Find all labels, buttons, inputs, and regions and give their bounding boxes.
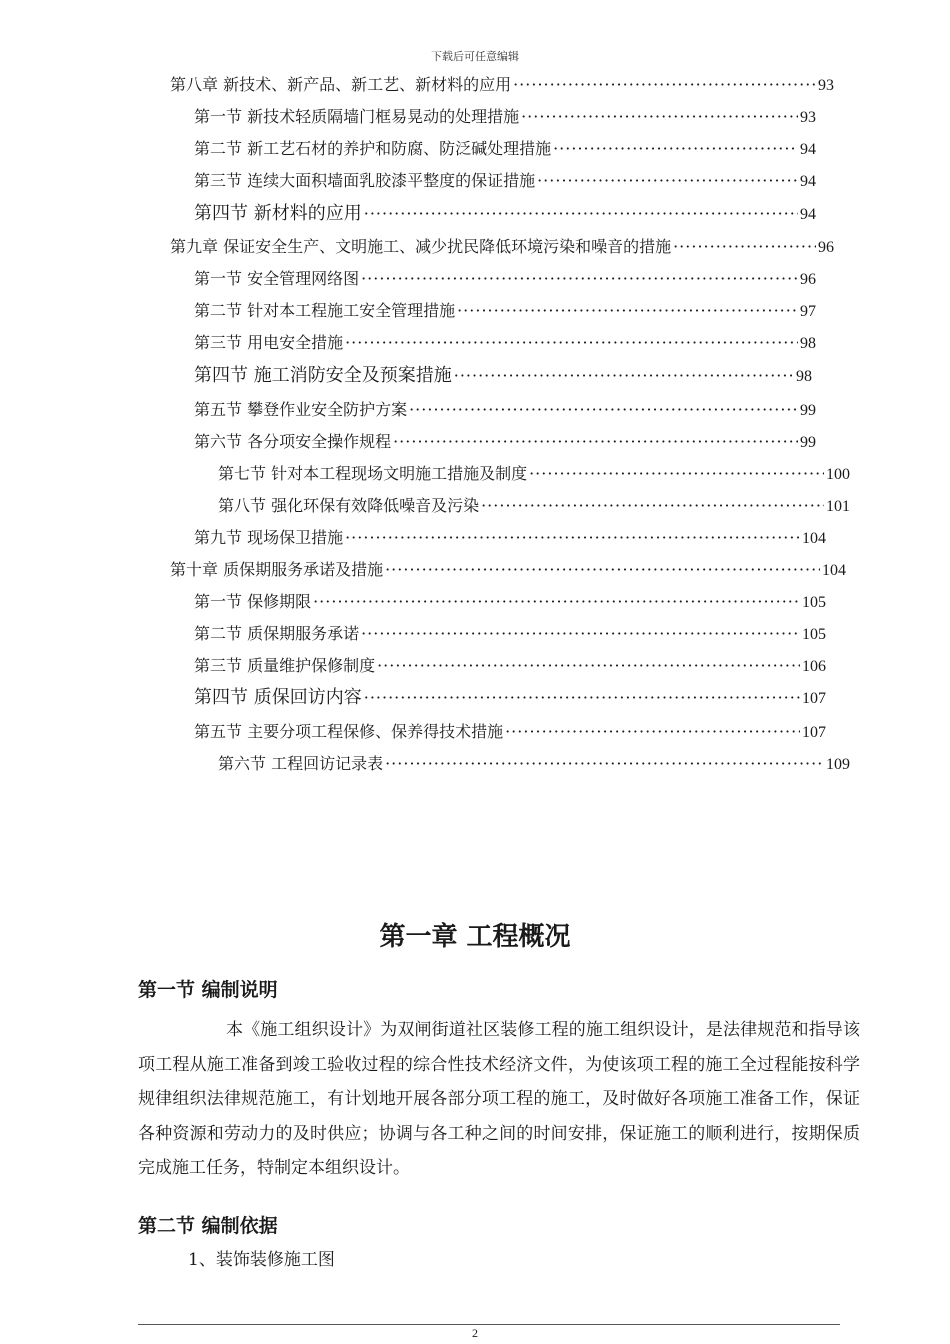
toc-leader: [457, 301, 798, 321]
toc-label: 第八章 新技术、新产品、新工艺、新材料的应用: [170, 75, 512, 94]
toc-leader: [537, 171, 798, 191]
toc-leader: [505, 722, 800, 742]
toc-label: 第九章 保证安全生产、文明施工、减少扰民降低环境污染和噪音的措施: [170, 237, 672, 256]
toc-entry[interactable]: [194, 624, 826, 645]
toc-entry[interactable]: [194, 432, 816, 453]
toc-entry[interactable]: [194, 204, 816, 225]
toc-label: 第五节 攀登作业安全防护方案: [194, 400, 408, 419]
toc-leader: [409, 400, 798, 420]
toc-entry[interactable]: [194, 688, 826, 709]
toc-entry[interactable]: [194, 301, 816, 322]
section-heading: 第一节 编制说明: [138, 979, 278, 1001]
toc-page: 106: [802, 658, 826, 675]
toc-label: 第四节 质保回访内容: [194, 687, 362, 708]
toc-label: 第四节 新材料的应用: [194, 203, 362, 224]
toc-label: 第五节 主要分项工程保修、保养得技术措施: [194, 722, 504, 741]
toc-page: 98: [796, 368, 812, 385]
toc-page: 107: [802, 724, 826, 741]
section-heading: 第二节 编制依据: [138, 1215, 278, 1237]
toc-page: 105: [802, 626, 826, 643]
footer-divider: [138, 1324, 840, 1325]
toc-page: 99: [800, 434, 816, 451]
toc-leader: [345, 333, 798, 353]
toc-entry[interactable]: [218, 754, 850, 775]
list-item: 1、装饰装修施工图: [188, 1250, 335, 1270]
toc-page: 93: [800, 109, 816, 126]
toc-entry[interactable]: [194, 333, 816, 354]
toc-label: 第四节 施工消防安全及预案措施: [194, 365, 452, 386]
chapter-title: 第一章 工程概况: [379, 922, 571, 952]
toc-entry[interactable]: [218, 496, 850, 517]
toc-entry[interactable]: [194, 107, 816, 128]
toc-entry[interactable]: [194, 139, 816, 160]
toc-page: 100: [826, 466, 850, 483]
toc-leader: [385, 560, 820, 580]
toc-page: 98: [800, 335, 816, 352]
toc-leader: [521, 107, 798, 127]
toc-page: 94: [800, 206, 816, 223]
toc-label: 第一节 新技术轻质隔墙门框易晃动的处理措施: [194, 107, 520, 126]
toc-leader: [673, 237, 816, 257]
toc-label: 第二节 针对本工程施工安全管理措施: [194, 301, 456, 320]
toc-label: 第一节 安全管理网络图: [194, 269, 360, 288]
toc-leader: [345, 528, 800, 548]
toc-page: 97: [800, 303, 816, 320]
toc-label: 第二节 质保期服务承诺: [194, 624, 360, 643]
toc-entry[interactable]: [194, 400, 816, 421]
toc-entry[interactable]: [194, 366, 812, 387]
toc-label: 第三节 质量维护保修制度: [194, 656, 376, 675]
toc-leader: [364, 688, 800, 708]
toc-page: 94: [800, 173, 816, 190]
toc-leader: [393, 432, 798, 452]
toc-leader: [361, 269, 798, 289]
toc-leader: [377, 656, 800, 676]
toc-label: 第六节 各分项安全操作规程: [194, 432, 392, 451]
section-body-paragraph: 本《施工组织设计》为双闸街道社区装修工程的施工组织设计，是法律规范和指导该项工程从施工准备到竣工验收过程的综合性技术经济文件，为使该项工程的施工全过程能按科学规律组织法律规范施工，有计划地开展各部分项工程的施工，及时做好各项施工准备工作，保证各种资源和劳动力的及时供应；协调与各工种之间的时间安排，保证施工的顺利进行，按期保质完成施工任务，特制定本组织设计。: [138, 1020, 860, 1178]
toc-label: 第二节 新工艺石材的养护和防腐、防泛碱处理措施: [194, 139, 552, 158]
toc-entry[interactable]: [170, 560, 846, 581]
toc-page: 101: [826, 498, 850, 515]
toc-page: 107: [802, 690, 826, 707]
toc-leader: [361, 624, 800, 644]
toc-leader: [529, 464, 824, 484]
toc-page: 104: [822, 562, 846, 579]
toc-page: 109: [826, 756, 850, 773]
toc-leader: [481, 496, 824, 516]
toc-leader: [553, 139, 798, 159]
toc-label: 第十章 质保期服务承诺及措施: [170, 560, 384, 579]
toc-entry[interactable]: [194, 656, 826, 677]
toc-label: 第一节 保修期限: [194, 592, 312, 611]
toc-entry[interactable]: [170, 237, 834, 258]
toc-page: 99: [800, 402, 816, 419]
toc-entry[interactable]: [194, 171, 816, 192]
toc-page: 96: [818, 239, 834, 256]
toc-leader: [385, 754, 824, 774]
toc-label: 第七节 针对本工程现场文明施工措施及制度: [218, 464, 528, 483]
toc-entry[interactable]: [194, 722, 826, 743]
toc-page: 96: [800, 271, 816, 288]
toc-leader: [313, 592, 800, 612]
toc-page: 105: [802, 594, 826, 611]
toc-page: 94: [800, 141, 816, 158]
download-note: 下载后可任意编辑: [431, 50, 519, 63]
toc-label: 第三节 用电安全措施: [194, 333, 344, 352]
toc-label: 第八节 强化环保有效降低噪音及污染: [218, 496, 480, 515]
toc-entry[interactable]: [218, 464, 850, 485]
toc-entry[interactable]: [194, 269, 816, 290]
toc-entry[interactable]: [170, 75, 834, 96]
toc-page: 93: [818, 77, 834, 94]
toc-label: 第三节 连续大面积墙面乳胶漆平整度的保证措施: [194, 171, 536, 190]
toc-label: 第六节 工程回访记录表: [218, 754, 384, 773]
page-number: 2: [472, 1326, 478, 1340]
toc-entry[interactable]: [194, 592, 826, 613]
toc-page: 104: [802, 530, 826, 547]
toc-label: 第九节 现场保卫措施: [194, 528, 344, 547]
toc-leader: [454, 366, 794, 386]
toc-leader: [364, 204, 798, 224]
toc-entry[interactable]: [194, 528, 826, 549]
toc-leader: [513, 75, 816, 95]
